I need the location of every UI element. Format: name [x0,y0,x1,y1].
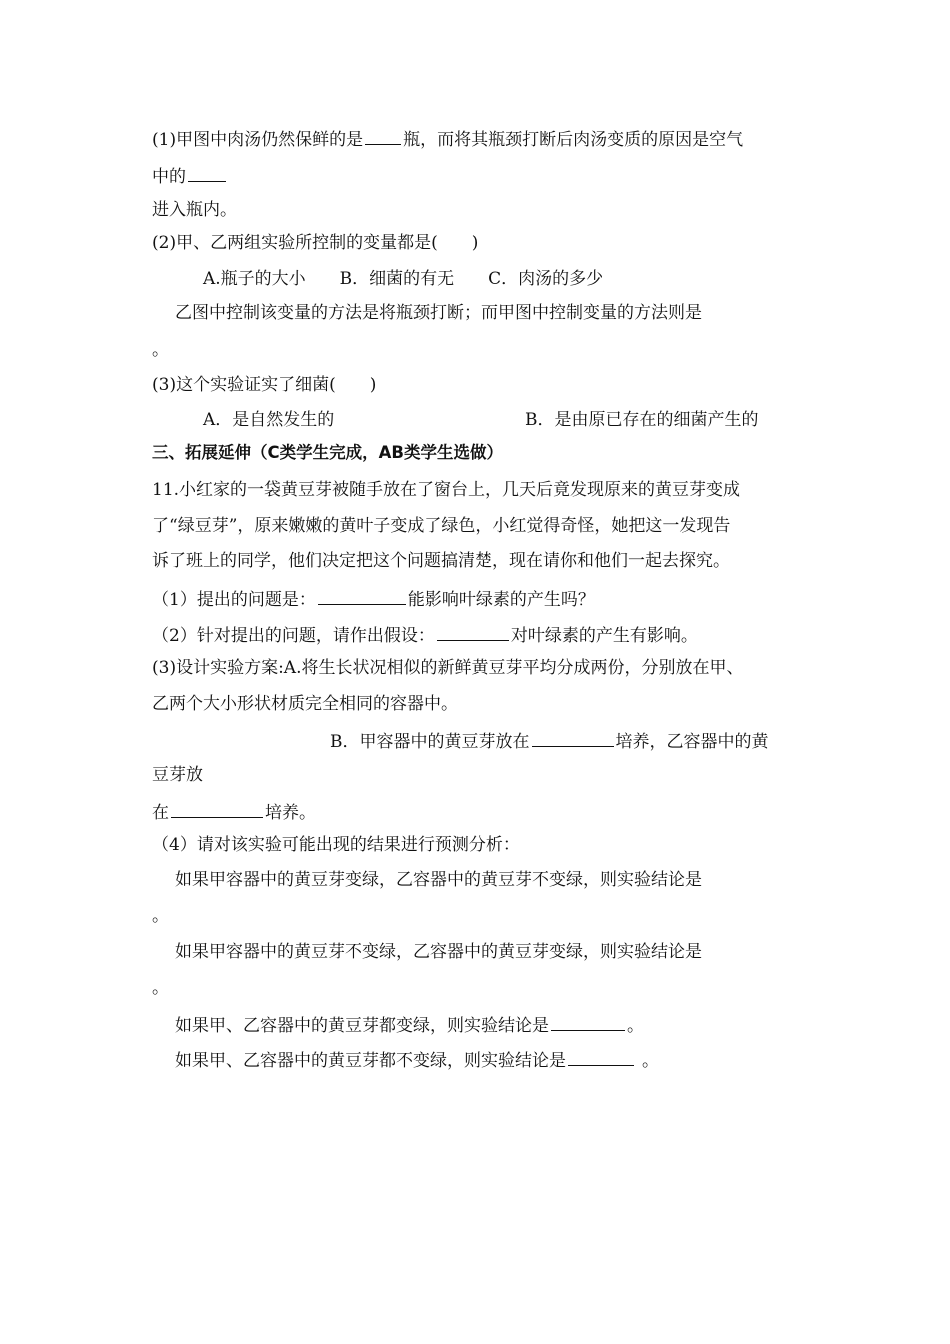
result-4-end: 。 [642,1051,659,1071]
step2-text-b: 对叶绿素的产生有影响。 [510,626,698,646]
result-4 [175,1047,659,1072]
step3-c-text-a: B．甲容器中的黄豆芽放在 [330,732,530,752]
q1-line-3: 进入瓶内。 [152,200,237,220]
q2-options: A.瓶子的大小 B．细菌的有无 C．肉汤的多少 [203,269,604,289]
result-3-end: 。 [627,1016,644,1036]
step3-blank-a[interactable] [532,728,614,747]
result-2: 如果甲容器中的黄豆芽不变绿，乙容器中的黄豆芽变绿，则实验结论是 [175,942,702,962]
step3-e-text-a: 在 [152,803,169,823]
q1-text-c: 中的 [152,167,186,187]
q1-blank-bottle[interactable] [365,126,401,145]
q1-line [152,126,743,151]
q2-line: (2)甲、乙两组实验所控制的变量都是( ) [152,233,479,253]
section3-title: 三、拓展延伸（C类学生完成，AB类学生选做） [152,443,503,462]
step3-c-text-b: 培养，乙容器中的黄 [615,732,769,752]
step2-text-a: （2）针对提出的问题，请作出假设： [152,626,435,646]
q11-step3-c [330,728,769,753]
q11-step3-d: 豆芽放 [152,765,203,785]
step1-text-a: （1）提出的问题是： [152,590,316,610]
result-4-text: 如果甲、乙容器中的黄豆芽都不变绿，则实验结论是 [175,1051,566,1071]
step1-blank[interactable] [318,586,406,605]
result-1: 如果甲容器中的黄豆芽变绿，乙容器中的黄豆芽不变绿，则实验结论是 [175,870,702,890]
q11-step2 [152,622,698,647]
result-3-blank[interactable] [551,1012,625,1031]
q11-intro-2: 了“绿豆芽”，原来嫩嫩的黄叶子变成了绿色，小红觉得奇怪，她把这一发现告 [152,516,731,536]
q11-step1 [152,586,595,611]
step1-text-b: 能影响叶绿素的产生吗？ [407,590,595,610]
result-4-blank[interactable] [568,1047,634,1066]
q11-step4: （4）请对该实验可能出现的结果进行预测分析： [152,835,520,855]
q11-step3-b: 乙两个大小形状材质完全相同的容器中。 [152,694,458,714]
result-3-text: 如果甲、乙容器中的黄豆芽都变绿，则实验结论是 [175,1016,549,1036]
step2-blank[interactable] [437,622,509,641]
q11-step3-a: (3)设计实验方案:A.将生长状况相似的新鲜黄豆芽平均分成两份，分别放在甲、 [152,658,744,678]
q3-line: (3)这个实验证实了细菌( ) [152,375,377,395]
result-2-end: 。 [152,978,169,998]
step3-e-text-b: 培养。 [265,803,316,823]
q3-option-a: A．是自然发生的 [203,410,335,430]
q1-text-b: 瓶，而将其瓶颈打断后肉汤变质的原因是空气 [403,130,744,150]
q11-step3-e [152,799,316,824]
q1-text-a: (1)甲图中肉汤仍然保鲜的是 [152,130,364,150]
step3-blank-b[interactable] [171,799,263,818]
result-1-end: 。 [152,906,169,926]
q1-blank-air[interactable] [188,163,226,182]
q2-method-end: 。 [152,340,169,360]
result-3 [175,1012,644,1037]
q11-intro-3: 诉了班上的同学，他们决定把这个问题搞清楚，现在请你和他们一起去探究。 [152,551,730,571]
q3-option-b: B．是由原已存在的细菌产生的 [525,410,759,430]
q2-method: 乙图中控制该变量的方法是将瓶颈打断；而甲图中控制变量的方法则是 [175,303,702,323]
q11-intro-1: 11.小红家的一袋黄豆芽被随手放在了窗台上，几天后竟发现原来的黄豆芽变成 [152,480,741,500]
q1-line-2 [152,163,228,188]
